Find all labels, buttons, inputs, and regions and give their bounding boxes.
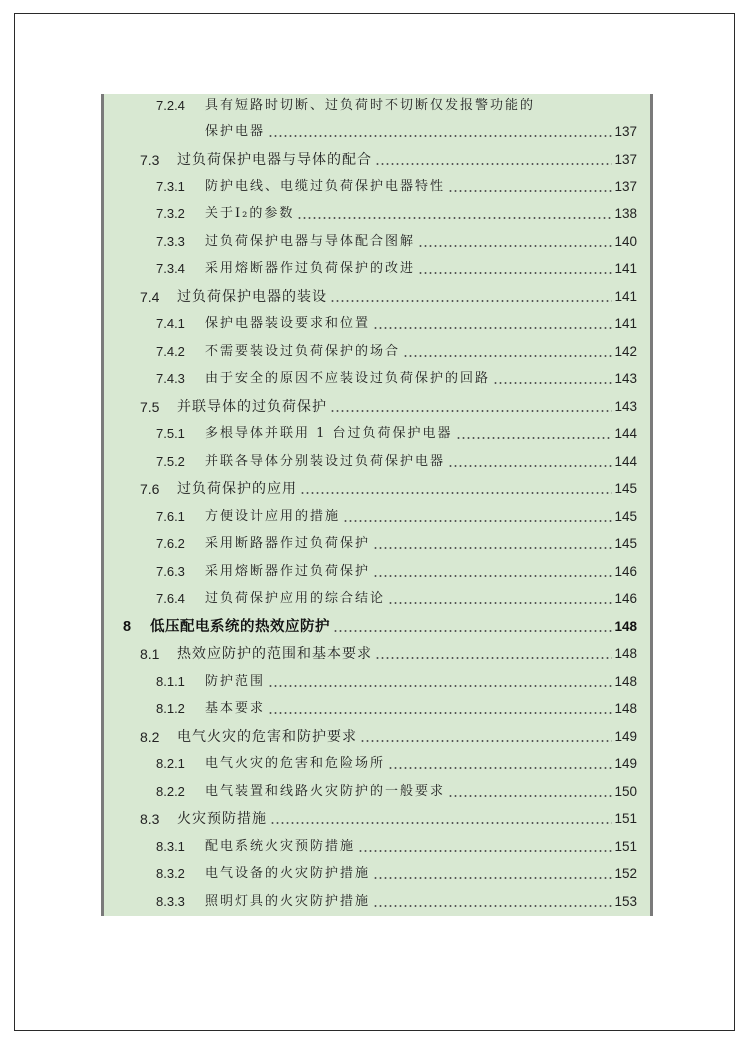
toc-page-number: 149: [614, 756, 637, 771]
toc-number: 7.4.1: [156, 316, 185, 331]
toc-number: 7.3.3: [156, 234, 185, 249]
toc-page-number: 138: [614, 206, 637, 221]
toc-title: 采用熔断器作过负荷保护的改进: [205, 261, 416, 276]
toc-page-number: 140: [614, 234, 637, 249]
table-of-contents: [101, 94, 653, 916]
dot-leader: [300, 492, 612, 494]
dot-leader: [375, 657, 612, 659]
dot-leader: [388, 602, 612, 604]
toc-number: 7.5.1: [156, 426, 185, 441]
toc-title: 电气设备的火灾防护措施: [205, 866, 371, 881]
toc-section: [104, 726, 637, 748]
toc-page-number: 148: [614, 701, 637, 716]
toc-subsection: [104, 231, 637, 253]
dot-leader: [373, 877, 612, 879]
toc-page-number: 141: [614, 289, 637, 304]
toc-title: 并联各导体分别装设过负荷保护电器: [205, 454, 446, 469]
toc-page-number: 148: [614, 674, 637, 689]
toc-page-number: 137: [614, 179, 637, 194]
toc-title: 火灾预防措施: [177, 811, 267, 827]
dot-leader: [360, 740, 612, 742]
toc-subsection: [104, 121, 637, 143]
toc-page-number: 146: [614, 564, 637, 579]
toc-page-number: 145: [614, 509, 637, 524]
toc-number: 7.4.2: [156, 344, 185, 359]
toc-title: 采用断路器作过负荷保护: [205, 536, 371, 551]
toc-subsection: [104, 341, 637, 363]
toc-number: 8.2.2: [156, 784, 185, 799]
toc-page-number: 143: [614, 399, 637, 414]
toc-subsection: [104, 781, 637, 803]
toc-title: 采用熔断器作过负荷保护: [205, 564, 371, 579]
toc-title: 热效应防护的范围和基本要求: [177, 646, 372, 662]
toc-section: [104, 808, 637, 830]
dot-leader: [456, 437, 613, 439]
dot-leader: [493, 382, 612, 384]
toc-number: 8.1.1: [156, 674, 185, 689]
toc-number: 7.3.4: [156, 261, 185, 276]
toc-title: 配电系统火灾预防措施: [205, 839, 356, 854]
dot-leader: [270, 822, 612, 824]
toc-subsection: [104, 753, 637, 775]
dot-leader: [375, 163, 612, 165]
toc-page-number: 144: [614, 426, 637, 441]
dot-leader: [418, 272, 612, 274]
toc-page-number: 151: [614, 811, 637, 826]
toc-number: 7.6: [140, 481, 160, 497]
toc-number: 7.2.4: [156, 98, 185, 113]
toc-chapter: [104, 616, 637, 638]
toc-subsection: [104, 258, 637, 280]
toc-number: 7.4.3: [156, 371, 185, 386]
toc-page-number: 145: [614, 481, 637, 496]
toc-subsection: [104, 891, 637, 913]
dot-leader: [418, 245, 612, 247]
toc-page-number: 142: [614, 344, 637, 359]
toc-page-number: 146: [614, 591, 637, 606]
toc-number: 8.3.2: [156, 866, 185, 881]
toc-title: 并联导体的过负荷保护: [177, 399, 327, 415]
dot-leader: [297, 217, 612, 219]
dot-leader: [373, 575, 612, 577]
dot-leader: [330, 410, 612, 412]
toc-number: 8.3: [140, 811, 160, 827]
toc-title: 照明灯具的火灾防护措施: [205, 894, 371, 909]
toc-page-number: 150: [614, 784, 637, 799]
dot-leader: [268, 135, 612, 137]
toc-section: [104, 149, 637, 171]
toc-subsection: [104, 561, 637, 583]
toc-page-number: 151: [614, 839, 637, 854]
dot-leader: [268, 712, 612, 714]
toc-title: 电气装置和线路火灾防护的一般要求: [205, 784, 446, 799]
toc-subsection: [104, 368, 637, 390]
toc-subsection: [104, 506, 637, 528]
toc-subsection: [104, 423, 637, 445]
toc-subsection: [104, 671, 637, 693]
toc-page-number: 145: [614, 536, 637, 551]
toc-title: 方便设计应用的措施: [205, 509, 341, 524]
toc-page-number: 148: [614, 646, 637, 661]
dot-leader: [268, 685, 612, 687]
toc-title: 电气火灾的危害和危险场所: [205, 756, 386, 771]
dot-leader: [333, 630, 612, 632]
toc-number: 7.5: [140, 399, 160, 415]
dot-leader: [448, 795, 612, 797]
dot-leader: [448, 190, 612, 192]
dot-leader: [330, 300, 612, 302]
toc-title: 由于安全的原因不应装设过负荷保护的回路: [205, 371, 491, 386]
toc-title: 电气火灾的危害和防护要求: [177, 729, 357, 745]
toc-page-number: 148: [614, 619, 637, 634]
toc-title: 具有短路时切断、过负荷时不切断仅发报警功能的: [205, 98, 536, 113]
toc-subsection: [104, 588, 637, 610]
toc-number: 7.4: [140, 289, 160, 305]
toc-subsection: [104, 203, 637, 225]
toc-number: 7.3.1: [156, 179, 185, 194]
toc-number: 7.6.1: [156, 509, 185, 524]
toc-number: 8.1.2: [156, 701, 185, 716]
toc-number: 8.3.3: [156, 894, 185, 909]
toc-page-number: 137: [614, 124, 637, 139]
toc-title: 防护电线、电缆过负荷保护电器特性: [205, 179, 446, 194]
toc-subsection: [104, 451, 637, 473]
toc-title: 过负荷保护应用的综合结论: [205, 591, 386, 606]
toc-title: 基本要求: [205, 701, 266, 716]
toc-title: 低压配电系统的热效应防护: [150, 618, 330, 635]
toc-subsection: [104, 863, 637, 885]
toc-section: [104, 286, 637, 308]
dot-leader: [448, 465, 612, 467]
dot-leader: [373, 905, 612, 907]
toc-title: 保护电器: [205, 124, 266, 139]
toc-number: 8: [123, 619, 132, 635]
toc-subsection: [104, 313, 637, 335]
toc-number: 7.3.2: [156, 206, 185, 221]
toc-subsection: [104, 698, 637, 720]
toc-title: 过负荷保护电器的装设: [177, 289, 327, 305]
dot-leader: [343, 520, 612, 522]
toc-section: [104, 643, 637, 665]
toc-number: 7.3: [140, 152, 160, 168]
toc-title: 不需要装设过负荷保护的场合: [205, 344, 401, 359]
toc-number: 8.1: [140, 646, 160, 662]
toc-page-number: 137: [614, 152, 637, 167]
toc-page-number: 141: [614, 316, 637, 331]
toc-page-number: 144: [614, 454, 637, 469]
dot-leader: [373, 327, 612, 329]
toc-subsection: [104, 95, 637, 117]
toc-section: [104, 396, 637, 418]
toc-title: 过负荷保护的应用: [177, 481, 297, 497]
toc-page-number: 143: [614, 371, 637, 386]
dot-leader: [373, 547, 612, 549]
toc-title: 过负荷保护电器与导体的配合: [177, 152, 372, 168]
toc-title: 保护电器装设要求和位置: [205, 316, 371, 331]
toc-page-number: 141: [614, 261, 637, 276]
toc-number: 8.3.1: [156, 839, 185, 854]
toc-number: 7.6.4: [156, 591, 185, 606]
toc-subsection: [104, 176, 637, 198]
dot-leader: [358, 850, 612, 852]
dot-leader: [403, 355, 612, 357]
toc-subsection: [104, 836, 637, 858]
toc-number: 8.2.1: [156, 756, 185, 771]
toc-section: [104, 478, 637, 500]
toc-number: 7.5.2: [156, 454, 185, 469]
toc-page-number: 153: [614, 894, 637, 909]
toc-title: 过负荷保护电器与导体配合图解: [205, 234, 416, 249]
toc-subsection: [104, 533, 637, 555]
toc-title: 防护范围: [205, 674, 266, 689]
toc-page-number: 149: [614, 729, 637, 744]
toc-number: 8.2: [140, 729, 160, 745]
toc-title: 多根导体并联用 1 台过负荷保护电器: [205, 426, 453, 441]
toc-title: 关于I₂的参数: [205, 206, 295, 221]
toc-number: 7.6.3: [156, 564, 185, 579]
toc-number: 7.6.2: [156, 536, 185, 551]
toc-page-number: 152: [614, 866, 637, 881]
dot-leader: [388, 767, 612, 769]
